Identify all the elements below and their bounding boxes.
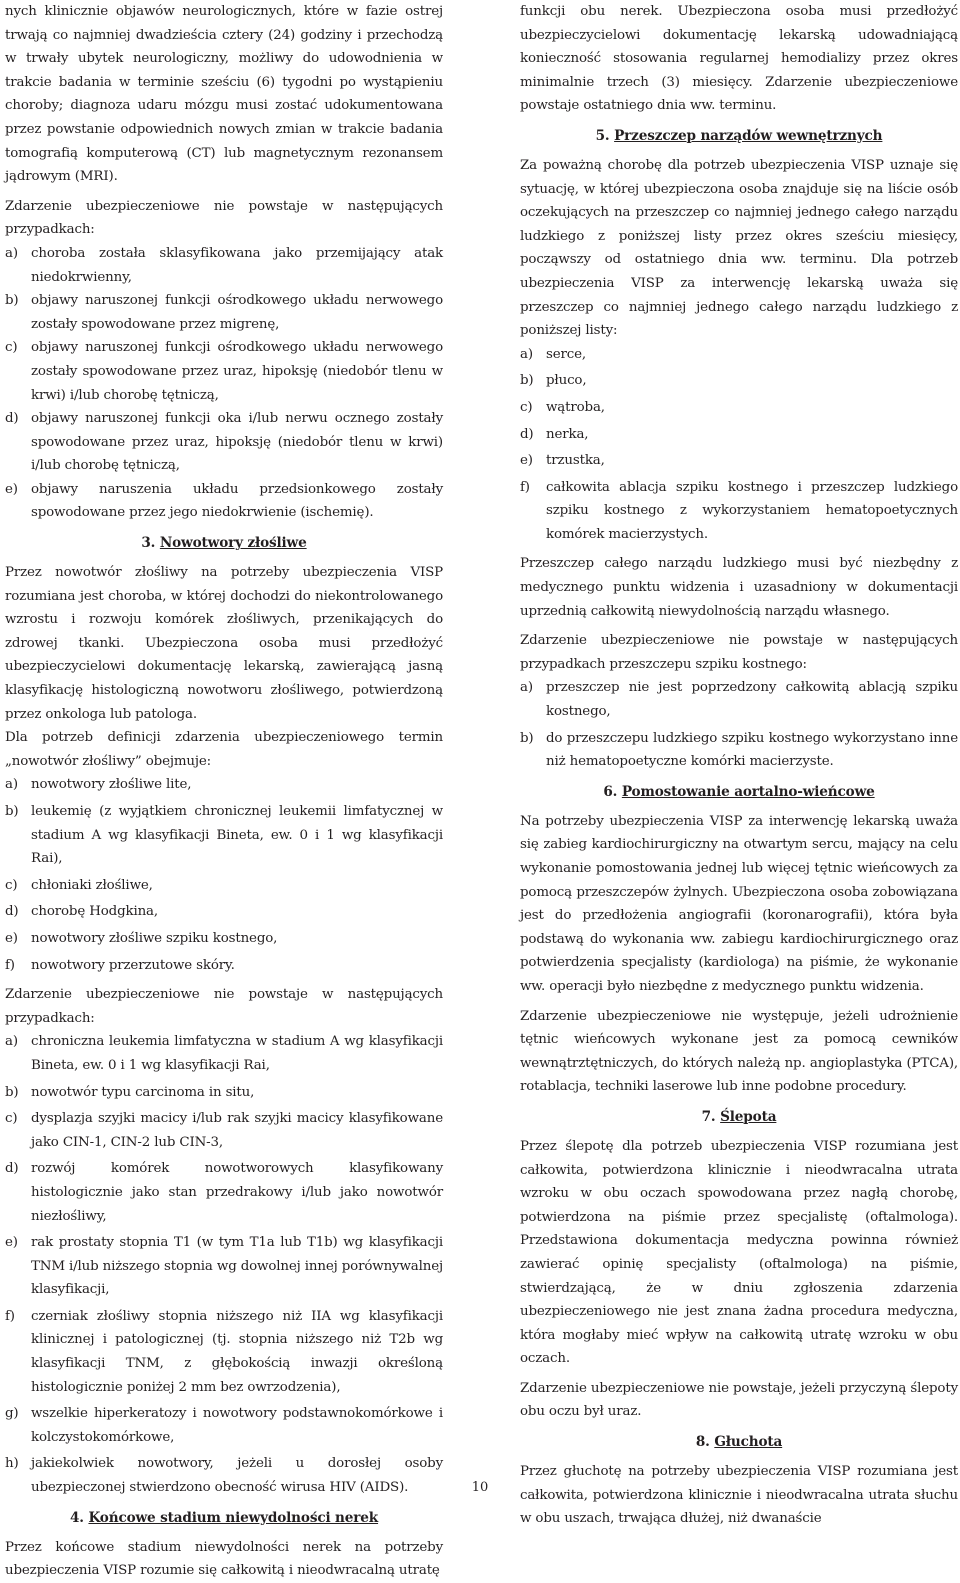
- list-item-text: chłoniaki złośliwe,: [31, 877, 153, 893]
- list-item-text: przeszczep nie jest poprzedzony całkowitą ablacją szpiku kostnego,: [546, 680, 958, 720]
- list-item-label: e): [520, 453, 533, 469]
- stroke-exclusions-intro: Zdarzenie ubezpieczeniowe nie powstaje w następujących przypadkach:: [5, 198, 443, 238]
- list-item: [5, 1305, 443, 1399]
- list-item-text: nowotwór typu carcinoma in situ,: [31, 1084, 255, 1100]
- list-item: [5, 1231, 443, 1302]
- list-item-label: h): [5, 1456, 19, 1472]
- list-item: [520, 369, 958, 393]
- organ-list: [520, 343, 958, 547]
- kidney-definition-continued: funkcji obu nerek. Ubezpieczona osoba musi przedłożyć ubezpieczycielowi dokumentację lekarską udowadniającą konieczność stosowania regularnej hemodializy przez okres minimalnie trzech (3) miesięcy. Zdarzenie ubezpieczeniowe powstaje ostatniego dnia ww. terminu.: [520, 4, 958, 114]
- list-item-text: chorobę Hodgkina,: [31, 904, 158, 920]
- stroke-exclusions-list: [5, 242, 443, 525]
- list-item-label: c): [520, 399, 533, 415]
- list-item-label: d): [5, 1161, 19, 1177]
- cancer-exclusions-intro: Zdarzenie ubezpieczeniowe nie powstaje w następujących przypadkach:: [5, 987, 443, 1026]
- list-item-label: d): [5, 904, 19, 920]
- list-item-text: rozwój komórek nowotworowych klasyfikowany histologicznie jako stan przedrakowy i/lub jako nowotwór niezłośliwy,: [31, 1161, 443, 1224]
- list-item: [520, 396, 958, 420]
- list-item: [5, 900, 443, 924]
- list-item: [5, 800, 443, 871]
- list-item-text: czerniak złośliwy stopnia niższego niż IIA wg klasyfikacji klinicznej i patologicznej (tj. stopnia niższego niż T2b wg klasyfikacji TNM, z głębokością inwazji określoną histologicznie poniżej 2 mm bez owrzodzenia),: [31, 1308, 443, 1395]
- section-heading-cancer: 3. Nowotwory złośliwe: [141, 535, 307, 552]
- list-item-text: dysplazja szyjki macicy i/lub rak szyjki macicy klasyfikowane jako CIN-1, CIN-2 lub CIN-3,: [31, 1111, 443, 1150]
- list-item: [5, 336, 443, 407]
- list-item-label: b): [5, 1084, 19, 1100]
- list-item-label: b): [520, 730, 534, 746]
- deafness-definition: Przez głuchotę na potrzeby ubezpieczenia VISP rozumiana jest całkowita, potwierdzona klinicznie i nieodwracalna utrata słuchu w obu uszach, trwająca dłużej, niż dwanaście: [520, 1464, 958, 1527]
- list-item-text: trzustka,: [546, 453, 605, 469]
- list-item: [520, 449, 958, 473]
- list-item: [5, 478, 443, 525]
- list-item-text: wątroba,: [546, 399, 605, 415]
- marrow-exclusions-list: [520, 676, 958, 773]
- cancer-term-intro: Dla potrzeb definicji zdarzenia ubezpieczeniowego termin „nowotwór złośliwy” obejmuje:: [5, 730, 443, 769]
- list-item-label: c): [5, 1111, 18, 1127]
- list-item: [520, 343, 958, 367]
- list-item-text: całkowita ablacja szpiku kostnego i przeszczep ludzkiego szpiku kostnego z wykorzystaniem hematopoetycznych komórek macierzystych.: [546, 479, 958, 542]
- list-item-text: objawy naruszonej funkcji ośrodkowego układu nerwowego zostały spowodowane przez uraz, hipoksję (niedobór tlenu w krwi) i/lub chorobę tętniczą,: [31, 340, 443, 403]
- list-item-label: c): [5, 877, 18, 893]
- list-item-label: a): [520, 346, 533, 362]
- list-item-label: f): [5, 957, 15, 973]
- cancer-exclusions-list: [5, 1030, 443, 1499]
- cancer-inclusions-list: [5, 773, 443, 977]
- left-column: [5, 0, 443, 1583]
- list-item-label: c): [5, 340, 18, 356]
- list-item: [5, 927, 443, 951]
- list-item-label: f): [5, 1308, 15, 1324]
- transplant-exclusions-intro: Zdarzenie ubezpieczeniowe nie powstaje w następujących przypadkach przeszczepu szpiku kostnego:: [520, 633, 958, 672]
- list-item-text: serce,: [546, 346, 586, 362]
- list-item-label: e): [5, 481, 18, 497]
- list-item-label: f): [520, 479, 530, 495]
- list-item: [5, 874, 443, 898]
- section-heading-deafness: 8. Głuchota: [695, 1434, 783, 1451]
- list-item-label: e): [5, 930, 18, 946]
- list-item: [520, 727, 958, 774]
- cancer-definition: Przez nowotwór złośliwy na potrzeby ubezpieczenia VISP rozumiana jest choroba, w której dochodzi do niekontrolowanego wzrostu i rozwoju komórek złośliwych, przenikających do zdrowej tkanki. Ubezpieczona osoba musi przedłożyć ubezpieczycielowi dokumentację lekarską, zawierającą jasną klasyfikację histologiczną nowotworu złośliwego, potwierdzoną przez onkologa lub patologa.: [5, 565, 443, 722]
- page-number: 10: [471, 1480, 489, 1495]
- kidney-definition: Przez końcowe stadium niewydolności nerek na potrzeby ubezpieczenia VISP rozumie się całkowitą i nieodwracalną utratę: [5, 1539, 443, 1579]
- list-item-text: nowotwory złośliwe szpiku kostnego,: [31, 930, 278, 946]
- list-item: [5, 1107, 443, 1154]
- list-item-label: a): [5, 245, 18, 261]
- list-item-label: a): [5, 1034, 18, 1050]
- cabg-exclusion: Zdarzenie ubezpieczeniowe nie występuje, jeżeli udrożnienie tętnic wieńcowych wykonane jest za pomocą cewników wewnątrztętniczych, do których należą np. angioplastyka (PTCA), rotablacja, techniki laserowe lub inne podobne procedury.: [520, 1008, 958, 1095]
- section-heading-cabg: 6. Pomostowanie aortalno-wieńcowe: [603, 783, 875, 800]
- list-item-text: płuco,: [546, 373, 587, 389]
- section-heading-kidney: 4. Końcowe stadium niewydolności nerek: [69, 1509, 379, 1526]
- list-item: [5, 1157, 443, 1228]
- cabg-definition: Na potrzeby ubezpieczenia VISP za interwencję lekarską uważa się zabieg kardiochirurgiczny na otwartym sercu, mający na celu wykonanie pomostowania jednej lub więcej tętnic wieńcowych za pomocą przeszczepów żylnych. Ubezpieczona osoba zobowiązana jest do przedłożenia angiografii (koronarografii), która była podstawą do wykonania ww. zabiegu kardiochirurgicznego oraz potwierdzenia specjalisty (kardiologa) na piśmie, że wykonanie ww. operacji było niezbędne z medycznego punktu widzenia.: [520, 813, 958, 994]
- list-item-label: d): [5, 411, 19, 427]
- blindness-definition: Przez ślepotę dla potrzeb ubezpieczenia VISP rozumiana jest całkowita, potwierdzona klinicznie i nieodwracalna utrata wzroku w obu oczach spowodowana przez nagłą chorobę, potwierdzona na piśmie przez specjalistę (oftalmologa). Przedstawiona dokumentacja medyczna powinna również zawierać opinię specjalisty (oftalmologa) na piśmie, stwierdzającą, że w dniu zgłoszenia zdarzenia ubezpieczeniowego nie jest znana żadna procedura medyczna, która mogłaby mieć wpływ na całkowitą utratę wzroku w obu oczach.: [520, 1138, 958, 1367]
- list-item-label: a): [520, 680, 533, 696]
- list-item: [5, 773, 443, 797]
- list-item-label: d): [520, 426, 534, 442]
- list-item-label: g): [5, 1406, 19, 1422]
- list-item-text: leukemię (z wyjątkiem chronicznej leukemii limfatycznej w stadium A wg klasyfikacji Bineta, ew. 0 i 1 wg klasyfikacji Rai),: [31, 804, 443, 867]
- list-item: [5, 954, 443, 978]
- list-item: [520, 423, 958, 447]
- list-item: [5, 407, 443, 478]
- stroke-definition-continued: nych klinicznie objawów neurologicznych, które w fazie ostrej trwają co najmniej dwadzieścia cztery (24) godziny i przechodzą w trwały ubytek neurologiczny, możliwy do udowodnienia w trakcie badania w terminie sześciu (6) tygodni po wystąpieniu choroby; diagnoza udaru mózgu musi zostać udokumentowana przez powstanie odpowiednich nowych zmian w trakcie badania tomografią komputerową (CT) lub magnetycznym rezonansem jądrowym (MRI).: [5, 4, 443, 185]
- list-item: [5, 1402, 443, 1449]
- list-item-text: nerka,: [546, 426, 589, 442]
- list-item-label: b): [520, 373, 534, 389]
- blindness-exclusion: Zdarzenie ubezpieczeniowe nie powstaje, jeżeli przyczyną ślepoty obu oczu był uraz.: [520, 1380, 958, 1420]
- list-item: [520, 676, 958, 723]
- list-item-text: nowotwory przerzutowe skóry.: [31, 957, 235, 973]
- list-item: [520, 476, 958, 547]
- list-item-text: choroba została sklasyfikowana jako przemijający atak niedokrwienny,: [31, 245, 443, 285]
- list-item: [5, 242, 443, 289]
- list-item-label: b): [5, 293, 19, 309]
- section-heading-transplant: 5. Przeszczep narządów wewnętrznych: [595, 127, 883, 144]
- list-item-text: chroniczna leukemia limfatyczna w stadium A wg klasyfikacji Bineta, ew. 0 i 1 wg klasyfikacji Rai,: [31, 1034, 443, 1073]
- list-item-text: nowotwory złośliwe lite,: [31, 777, 192, 793]
- list-item-text: objawy naruszonej funkcji ośrodkowego układu nerwowego zostały spowodowane przez migrenę,: [31, 293, 443, 332]
- transplant-necessity: Przeszczep całego narządu ludzkiego musi być niezbędny z medycznego punktu widzenia i uzasadniony w dokumentacji uprzednią całkowitą niewydolnością narządu własnego.: [520, 556, 958, 619]
- transplant-definition: Za poważną chorobę dla potrzeb ubezpieczenia VISP uznaje się sytuację, w której ubezpieczona osoba znajduje się na liście osób oczekujących na przeszczep co najmniej jednego całego narządu ludzkiego z poniższej listy przez okres sześciu miesięcy, począwszy od ostatniego dnia ww. terminu. Dla potrzeb ubezpieczenia VISP za interwencję lekarską uważa się przeszczep co najmniej jednego całego narządu ludzkiego z poniższej listy:: [520, 157, 958, 339]
- list-item: [5, 1030, 443, 1077]
- list-item: [5, 289, 443, 336]
- list-item-label: a): [5, 777, 18, 793]
- list-item-text: wszelkie hiperkeratozy i nowotwory podstawnokomórkowe i kolczystokomórkowe,: [31, 1406, 443, 1445]
- section-heading-blindness: 7. Ślepota: [701, 1108, 777, 1125]
- list-item-text: do przeszczepu ludzkiego szpiku kostnego wykorzystano inne niż hematopoetyczne komórki macierzyste.: [546, 730, 958, 770]
- list-item-text: objawy naruszonej funkcji oka i/lub nerwu ocznego zostały spowodowane przez uraz, hipoksję (niedobór tlenu w krwi) i/lub chorobę tętniczą,: [31, 411, 443, 474]
- list-item-label: b): [5, 804, 19, 819]
- list-item: [5, 1081, 443, 1105]
- list-item-label: e): [5, 1235, 18, 1251]
- right-column: [520, 0, 958, 1531]
- list-item-text: objawy naruszenia układu przedsionkowego zostały spowodowane przez jego niedokrwienie (ischemię).: [31, 481, 443, 521]
- list-item-text: rak prostaty stopnia T1 (w tym T1a lub T1b) wg klasyfikacji TNM i/lub niższego stopnia wg dowolnej innej porównywalnej klasyfikacji,: [31, 1235, 443, 1298]
- list-item-text: jakiekolwiek nowotwory, jeżeli u dorosłej osoby ubezpieczonej stwierdzono obecność wirusa HIV (AIDS).: [31, 1456, 443, 1496]
